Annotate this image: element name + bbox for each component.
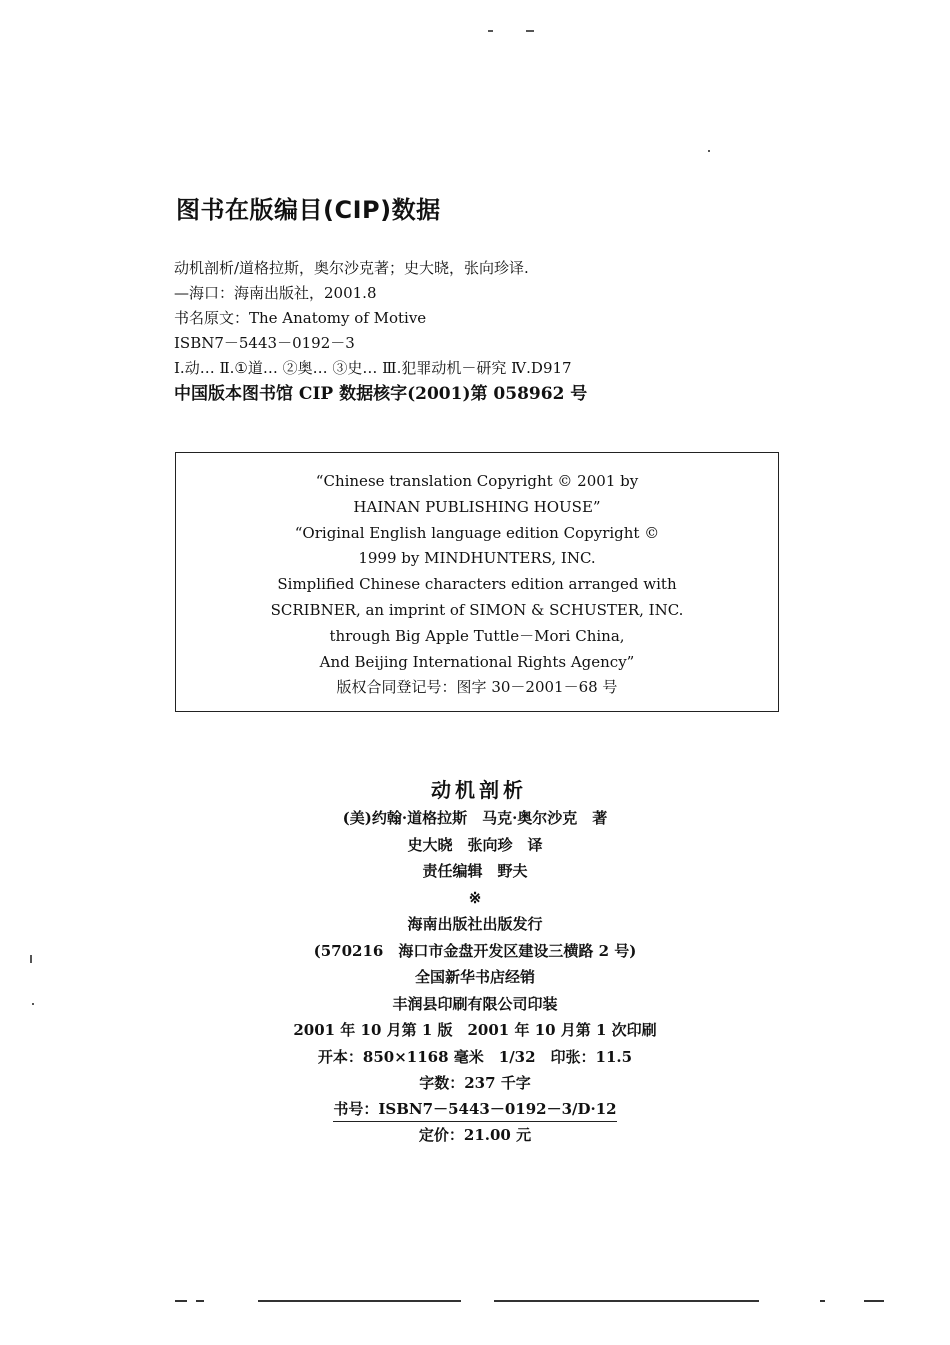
- cip-line-original-title: 书名原文：The Anatomy of Motive: [174, 309, 427, 327]
- footer-rule: [175, 1300, 187, 1302]
- copyright-line: HAINAN PUBLISHING HOUSE”: [353, 497, 601, 516]
- format-line: 开本：850×1168 毫米 1/32 印张：11.5: [317, 1047, 633, 1066]
- colophon-block: [0, 775, 950, 1148]
- scan-speck: [526, 30, 534, 32]
- copyright-line: And Beijing International Rights Agency”: [319, 652, 635, 671]
- book-title: 动机剖析: [431, 778, 527, 802]
- copyright-line: Simplified Chinese characters edition arranged with: [277, 575, 677, 594]
- scan-speck: [30, 955, 32, 963]
- footer-rule: [820, 1300, 825, 1302]
- copyright-notice-box: [175, 452, 779, 712]
- printer-line: 丰润县印刷有限公司印装: [392, 994, 558, 1013]
- cip-heading: 图书在版编目(CIP)数据: [176, 196, 441, 224]
- footer-rule: [258, 1300, 461, 1302]
- cip-line-title: 动机剖析/道格拉斯，奥尔沙克著；史大晓，张向珍译.: [174, 259, 529, 277]
- footer-rule: [196, 1300, 204, 1302]
- copyright-line: “Original English language edition Copyright ©: [294, 523, 660, 542]
- scan-speck: [32, 1003, 34, 1005]
- price-line: 定价：21.00 元: [418, 1125, 532, 1144]
- edition-line: 2001 年 10 月第 1 版 2001 年 10 月第 1 次印刷: [293, 1021, 657, 1039]
- book-number-line: 书号：ISBN7－5443－0192－3/D·12: [333, 1097, 616, 1122]
- address-line: (570216 海口市金盘开发区建设三横路 2 号): [313, 941, 637, 960]
- cip-line-record-number: 中国版本图书馆 CIP 数据核字(2001)第 058962 号: [174, 384, 588, 404]
- copyright-registration: 版权合同登记号：图字 30－2001－68 号: [336, 678, 618, 697]
- publisher-line: 海南出版社出版发行: [407, 915, 543, 933]
- cip-record-block: [174, 256, 587, 407]
- scan-speck: [708, 150, 710, 152]
- footer-rule: [494, 1300, 759, 1302]
- copyright-line: 1999 by MINDHUNTERS, INC.: [358, 549, 596, 568]
- cip-line-publisher: —海口：海南出版社，2001.8: [174, 284, 377, 302]
- footer-rule: [864, 1300, 884, 1302]
- word-count-line: 字数：237 千字: [419, 1074, 531, 1092]
- editor-line: 责任编辑 野夫: [422, 862, 528, 880]
- authors-line: (美)约翰·道格拉斯 马克·奥尔沙克 著: [342, 809, 608, 827]
- separator-mark: ※: [468, 888, 482, 907]
- copyright-line: through Big Apple Tuttle－Mori China,: [329, 626, 625, 645]
- copyright-line: “Chinese translation Copyright © 2001 by: [315, 472, 639, 490]
- distributor-line: 全国新华书店经销: [414, 968, 535, 986]
- translators-line: 史大晓 张向珍 译: [407, 835, 543, 854]
- scan-speck: [488, 30, 493, 32]
- cip-line-isbn: ISBN7－5443－0192－3: [174, 334, 355, 352]
- copyright-line: SCRIBNER, an imprint of SIMON & SCHUSTER, INC.: [270, 600, 684, 619]
- cip-line-subjects: Ⅰ.动… Ⅱ.①道… ②奥… ③史… Ⅲ.犯罪动机－研究 Ⅳ.D917: [174, 359, 572, 377]
